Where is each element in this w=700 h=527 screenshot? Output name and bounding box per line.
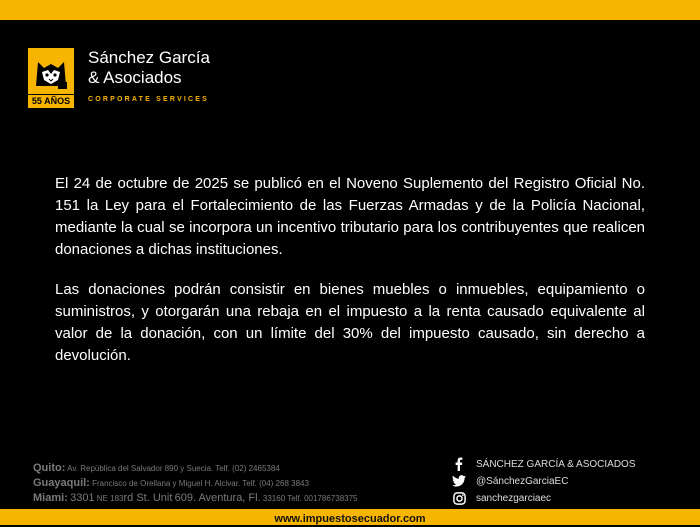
- office-miami-address-3: rd St. Unit: [123, 492, 173, 504]
- logo-emblem: [28, 48, 74, 94]
- logo-name-line2: & Asociados: [88, 68, 182, 87]
- instagram-icon: [450, 491, 468, 505]
- office-miami-address-2: NE 183: [96, 494, 124, 503]
- office-miami-address-4: 609. Aventura, Fl.: [174, 492, 261, 504]
- main-content: [55, 173, 645, 385]
- office-quito-city: Quito:: [33, 462, 66, 474]
- office-addresses: [33, 461, 433, 506]
- paragraph-1: El 24 de octubre de 2025 se publicó en el Noveno Suplemento del Registro Oficial No. 151 la Ley para el Fortalecimiento de las Fuerzas Armadas y de la Policía Nacional, mediante la cual se incorpora un incentivo tributario para los contribuyentes que realicen donaciones a dichas instituciones.: [55, 175, 645, 258]
- office-miami-address-1: 3301: [70, 492, 95, 504]
- bottom-accent-bar: [0, 509, 700, 525]
- social-instagram[interactable]: [450, 490, 680, 506]
- office-miami-city: Miami:: [33, 492, 68, 504]
- twitter-icon: [450, 474, 468, 488]
- social-facebook[interactable]: [450, 456, 680, 472]
- cat-emblem-icon: [28, 48, 74, 94]
- logo-company-name: [88, 48, 210, 88]
- social-facebook-label: SÁNCHEZ GARCÍA & ASOCIADOS: [476, 458, 636, 470]
- office-guayaquil: [33, 476, 433, 491]
- paragraph-2: Las donaciones podrán consistir en bienes muebles o inmuebles, equipamiento o suministros, y otorgarán una rebaja en el impuesto a la renta causado equivalente al valor de la donación, con un límite del 30% del impuesto causado, sin derecho a devolución.: [55, 281, 645, 364]
- office-quito-address: Av. República del Salvador 890 y Suecia. Telf. (02) 2465384: [67, 464, 280, 473]
- logo-name-line1: Sánchez García: [88, 48, 210, 67]
- logo-tagline: CORPORATE SERVICES: [88, 96, 210, 103]
- social-links: [450, 456, 680, 507]
- office-guayaquil-city: Guayaquil:: [33, 477, 90, 489]
- logo-years-badge: 55 AÑOS: [28, 95, 74, 108]
- facebook-icon: [450, 457, 468, 471]
- office-miami: [33, 491, 433, 506]
- office-quito: [33, 461, 433, 476]
- top-accent-bar: [0, 0, 700, 20]
- website-link[interactable]: www.impuestosecuador.com: [274, 513, 426, 525]
- company-logo: [28, 48, 228, 110]
- office-guayaquil-address: Francisco de Orellana y Miguel H. Alcivar. Telf. (04) 268 3843: [92, 479, 309, 488]
- social-twitter[interactable]: [450, 473, 680, 489]
- social-twitter-label: @SánchezGarciaEC: [476, 475, 569, 487]
- office-miami-address-5: 33160 Telf. 001786738375: [262, 494, 358, 503]
- social-instagram-label: sanchezgarciaec: [476, 492, 552, 504]
